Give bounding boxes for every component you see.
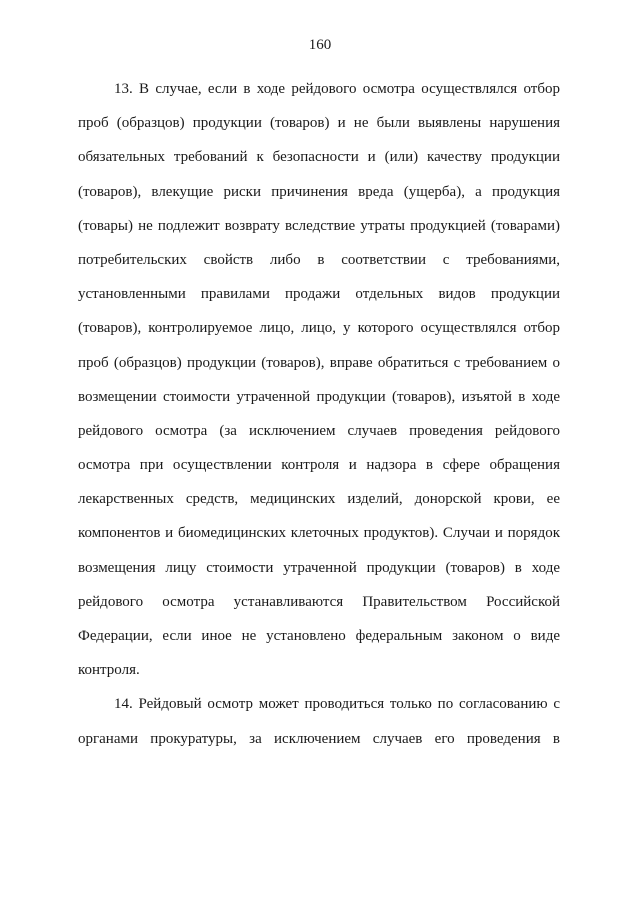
text-line: лекарственных средств, медицинских изделий, донорской крови, ее: [78, 491, 560, 508]
text-line: (товаров), влекущие риски причинения вреда (ущерба), а продукция: [78, 183, 560, 200]
text-line: рейдового осмотра устанавливаются Правительством Российской: [78, 593, 560, 610]
text-line: Федерации, если иное не установлено федеральным законом о виде: [78, 628, 560, 644]
text-line: обязательных требований к безопасности и (или) качеству продукции: [78, 149, 560, 166]
document-body: [78, 72, 560, 756]
text-line: потребительских свойств либо в соответствии с требованиями,: [78, 251, 560, 268]
text-line: установленными правилами продажи отдельных видов продукции: [78, 286, 560, 303]
text-line: компонентов и биомедицинских клеточных продуктов). Случаи и порядок: [78, 525, 560, 542]
text-line: возмещения лицу стоимости утраченной продукции (товаров) в ходе: [78, 559, 560, 576]
paragraph-13: [78, 72, 560, 687]
text-line: проб (образцов) продукции (товаров) и не были выявлены нарушения: [78, 115, 560, 132]
text-line: (товаров), контролируемое лицо, лицо, у которого осуществлялся отбор: [78, 320, 560, 337]
text-line: проб (образцов) продукции (товаров), вправе обратиться с требованием о: [78, 354, 560, 371]
text-line: осмотра при осуществлении контроля и надзора в сфере обращения: [78, 457, 560, 474]
text-line: 13. В случае, если в ходе рейдового осмотра осуществлялся отбор: [114, 81, 560, 97]
page-number: 160: [308, 37, 332, 53]
text-line: (товары) не подлежит возврату вследствие утраты продукцией (товарами): [78, 217, 560, 234]
paragraph-14: [78, 687, 560, 755]
text-line: возмещении стоимости утраченной продукции (товаров), изъятой в ходе: [78, 388, 560, 405]
text-line: органами прокуратуры, за исключением случаев его проведения в: [78, 730, 560, 747]
text-line: 14. Рейдовый осмотр может проводиться только по согласованию с: [114, 696, 560, 713]
text-line: контроля.: [78, 662, 140, 679]
text-line: рейдового осмотра (за исключением случаев проведения рейдового: [78, 422, 560, 439]
